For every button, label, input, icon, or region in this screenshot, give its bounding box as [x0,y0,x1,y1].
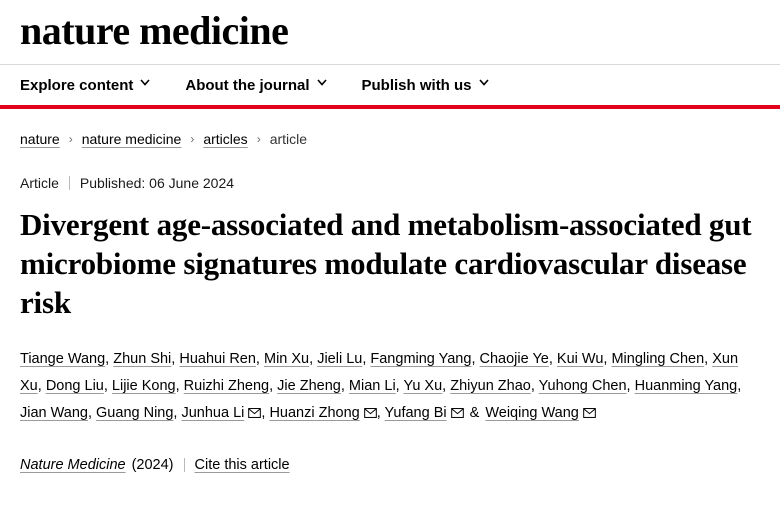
author-separator: , [171,351,180,368]
author-link[interactable]: Weiqing Wang [485,404,579,421]
journal-citation [20,457,760,473]
author-link[interactable]: Jie Zheng [277,377,341,394]
author-separator: , [471,351,480,368]
breadcrumb-separator-icon: › [190,132,195,146]
author-separator: , [255,351,264,368]
author-link[interactable]: Chaojie Ye [479,351,549,368]
author-link[interactable]: Yuhong Chen [538,377,627,394]
breadcrumb-separator-icon: › [256,132,261,146]
nav-item-explore-content[interactable] [20,77,149,94]
breadcrumb [20,131,760,147]
nav-item-label: Publish with us [361,76,472,94]
nav-item-label: Explore content [20,76,134,94]
author-link[interactable]: Zhiyun Zhao [450,377,531,394]
author-separator: , [548,351,557,368]
author-separator: , [37,377,46,394]
author-link[interactable]: Kui Wu [556,351,604,368]
author-separator: , [737,377,742,394]
author-link[interactable]: Junhua Li [181,404,245,421]
author-separator: , [442,377,451,394]
author-separator: , [530,377,539,394]
chevron-down-icon [479,79,488,88]
author-link[interactable]: Huahui Ren [179,351,256,368]
author-list [20,346,760,426]
nav-item-publish-with-us[interactable] [362,77,488,94]
page-title: Divergent age-associated and metabolism-associated gut microbiome signatures modulate cardiovascular disease risk [20,207,752,321]
author-link[interactable]: Min Xu [263,351,310,368]
journal-name-link[interactable]: Nature Medicine [20,456,126,473]
cite-this-article-link[interactable]: Cite this article [194,456,290,473]
author-separator: , [269,377,278,394]
author-separator: , [173,404,182,421]
author-link[interactable]: Xun Xu [20,351,739,394]
meta-divider [69,176,70,190]
citation-divider [184,458,185,472]
article-published-date: Published: 06 June 2024 [79,175,235,191]
author-separator: , [105,351,114,368]
author-link[interactable]: Zhun Shi [113,351,172,368]
author-separator: , [626,377,635,394]
author-link[interactable]: Guang Ning [96,404,174,421]
author-link[interactable]: Mingling Chen [611,351,705,368]
journal-year: (2024) [131,456,174,473]
breadcrumb-item-nature-medicine[interactable]: nature medicine [81,131,182,147]
author-separator: , [340,377,349,394]
author-separator: , [103,377,112,394]
author-separator: , [603,351,612,368]
author-separator: , [261,404,270,421]
author-link[interactable]: Jieli Lu [317,351,363,368]
author-link[interactable]: Fangming Yang [370,351,472,368]
author-link[interactable]: Tiange Wang [20,351,106,368]
email-author-icon[interactable] [583,408,596,418]
chevron-down-icon [317,79,326,88]
site-masthead [0,0,780,58]
author-separator: , [395,377,404,394]
author-link[interactable]: Yufang Bi [384,404,447,421]
breadcrumb-current: article [269,131,308,147]
author-separator: , [175,377,184,394]
site-logo[interactable]: nature medicine [20,8,289,53]
email-author-icon[interactable] [364,408,377,418]
author-separator: , [87,404,97,421]
article-meta [20,175,760,191]
primary-navigation [0,64,780,105]
author-link[interactable]: Ruizhi Zheng [183,377,270,394]
author-link[interactable]: Lijie Kong [111,377,176,394]
article-type: Article [20,175,59,191]
author-separator: , [309,351,318,368]
chevron-down-icon [140,79,149,88]
author-separator: & [465,404,484,421]
author-link[interactable]: Huanzi Zhong [269,404,360,421]
nav-item-label: About the journal [185,76,310,94]
author-link[interactable]: Yu Xu [403,377,443,394]
author-link[interactable]: Mian Li [348,377,396,394]
nav-item-about-the-journal[interactable] [185,77,325,94]
email-author-icon[interactable] [248,408,261,418]
author-separator: , [376,404,385,421]
author-separator: , [362,351,371,368]
author-link[interactable]: Dong Liu [45,377,104,394]
breadcrumb-item-articles[interactable]: articles [203,131,248,147]
brand-accent-bar [0,105,780,109]
breadcrumb-item-nature[interactable]: nature [20,131,60,147]
email-author-icon[interactable] [451,408,464,418]
breadcrumb-separator-icon: › [68,132,73,146]
author-link[interactable]: Jian Wang [20,404,88,421]
author-separator: , [704,351,713,368]
author-link[interactable]: Huanming Yang [634,377,738,394]
